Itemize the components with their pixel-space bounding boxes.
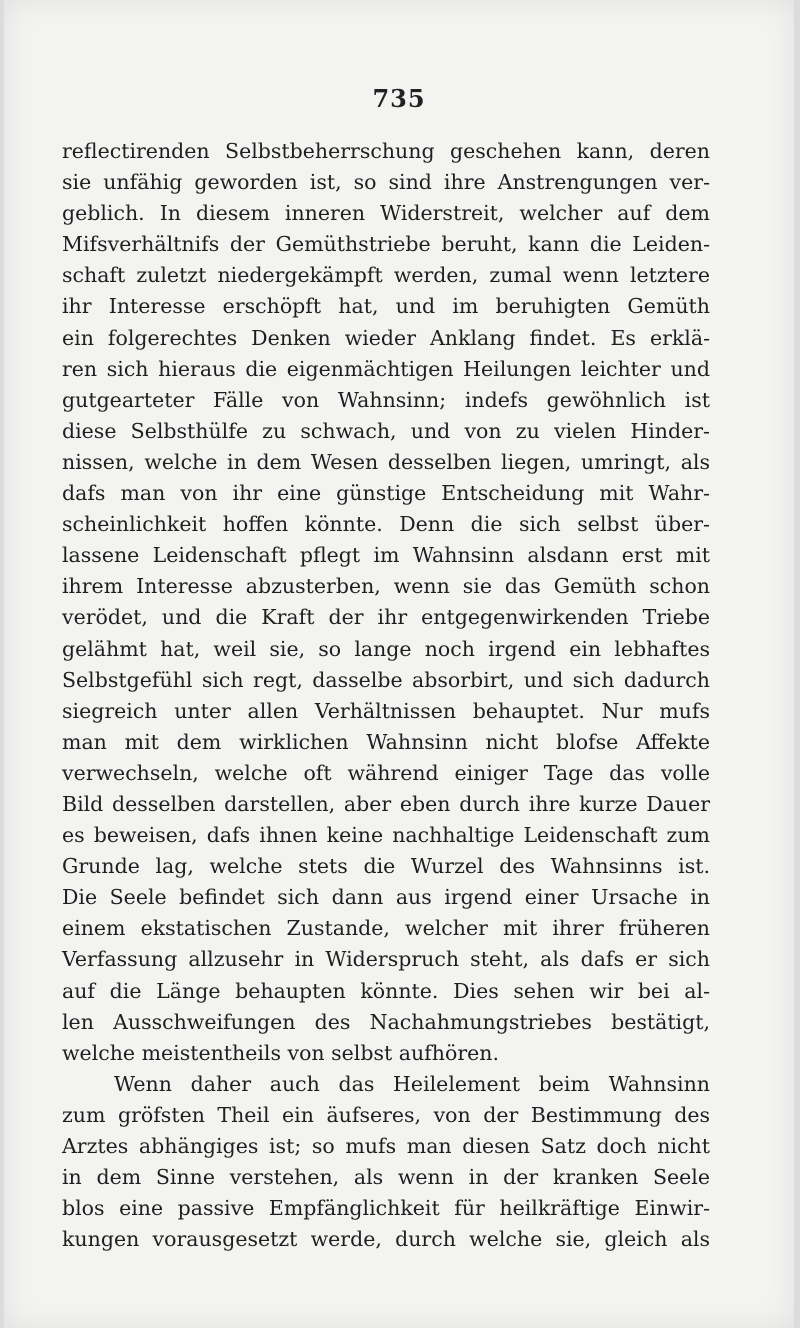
- text-line: verödet, und die Kraft der ihr entgegenwirkenden Triebe: [62, 605, 710, 630]
- text-line: gutgearteter Fälle von Wahnsinn; indefs gewöhnlich ist: [62, 387, 710, 412]
- text-line: zum gröfsten Theil ein äufseres, von der Bestimmung des: [62, 1102, 710, 1127]
- text-line: Mifsverhältnifs der Gemüthstriebe beruht, kann die Leiden-: [62, 232, 710, 257]
- text-line: in dem Sinne verstehen, als wenn in der kranken Seele: [62, 1165, 710, 1190]
- text-line: sie unfähig geworden ist, so sind ihre Anstrengungen ver-: [62, 170, 710, 195]
- text-line: schaft zuletzt niedergekämpft werden, zumal wenn letztere: [62, 263, 710, 288]
- text-line: siegreich unter allen Verhältnissen behauptet. Nur mufs: [62, 698, 710, 723]
- body-text: [62, 136, 710, 1255]
- text-line: Bild desselben darstellen, aber eben durch ihre kurze Dauer: [62, 791, 710, 816]
- text-line: Arztes abhängiges ist; so mufs man diesen Satz doch nicht: [62, 1134, 710, 1158]
- text-line: ihrem Interesse abzusterben, wenn sie das Gemüth schon: [62, 574, 710, 599]
- text-line: Verfassung allzusehr in Widerspruch steht, als dafs er sich: [62, 947, 710, 972]
- text-line: einem ekstatischen Zustande, welcher mit ihrer früheren: [62, 916, 710, 941]
- text-line: ren sich hieraus die eigenmächtigen Heilungen leichter und: [62, 356, 710, 381]
- text-line: blos eine passive Empfänglichkeit für heilkräftige Einwir-: [62, 1196, 710, 1221]
- text-line: welche meistentheils von selbst aufhören.: [62, 1040, 499, 1065]
- text-line: reflectirenden Selbstbeherrschung geschehen kann, deren: [62, 139, 710, 163]
- page-number: 735: [372, 84, 426, 113]
- text-line: auf die Länge behaupten könnte. Dies sehen wir bei al-: [62, 978, 710, 1003]
- text-line: scheinlichkeit hoffen könnte. Denn die sich selbst über-: [62, 512, 710, 537]
- text-line: ein folgerechtes Denken wieder Anklang findet. Es erklä-: [62, 325, 710, 350]
- text-line: man mit dem wirklichen Wahnsinn nicht blofse Affekte: [62, 729, 710, 754]
- text-line: Wenn daher auch das Heilelement beim Wahnsinn: [114, 1071, 710, 1096]
- book-page: [4, 0, 794, 1328]
- text-line: kungen vorausgesetzt werde, durch welche sie, gleich als: [62, 1227, 710, 1252]
- text-line: lassene Leidenschaft pflegt im Wahnsinn alsdann erst mit: [62, 543, 710, 568]
- text-line: gelähmt hat, weil sie, so lange noch irgend ein lebhaftes: [62, 636, 710, 661]
- text-line: Selbstgefühl sich regt, dasselbe absorbirt, und sich dadurch: [62, 667, 710, 692]
- text-line: nissen, welche in dem Wesen desselben liegen, umringt, als: [62, 449, 710, 474]
- text-line: Grunde lag, welche stets die Wurzel des Wahnsinns ist.: [62, 854, 710, 879]
- text-line: diese Selbsthülfe zu schwach, und von zu vielen Hinder-: [62, 418, 710, 443]
- text-line: len Ausschweifungen des Nachahmungstriebes bestätigt,: [62, 1009, 710, 1034]
- text-line: geblich. In diesem inneren Widerstreit, welcher auf dem: [62, 201, 710, 226]
- text-line: ihr Interesse erschöpft hat, und im beruhigten Gemüth: [62, 294, 710, 319]
- text-line: dafs man von ihr eine günstige Entscheidung mit Wahr-: [62, 481, 710, 506]
- text-line: es beweisen, dafs ihnen keine nachhaltige Leidenschaft zum: [62, 823, 710, 848]
- text-line: verwechseln, welche oft während einiger Tage das volle: [62, 760, 710, 785]
- text-line: Die Seele befindet sich dann aus irgend einer Ursache in: [62, 885, 710, 910]
